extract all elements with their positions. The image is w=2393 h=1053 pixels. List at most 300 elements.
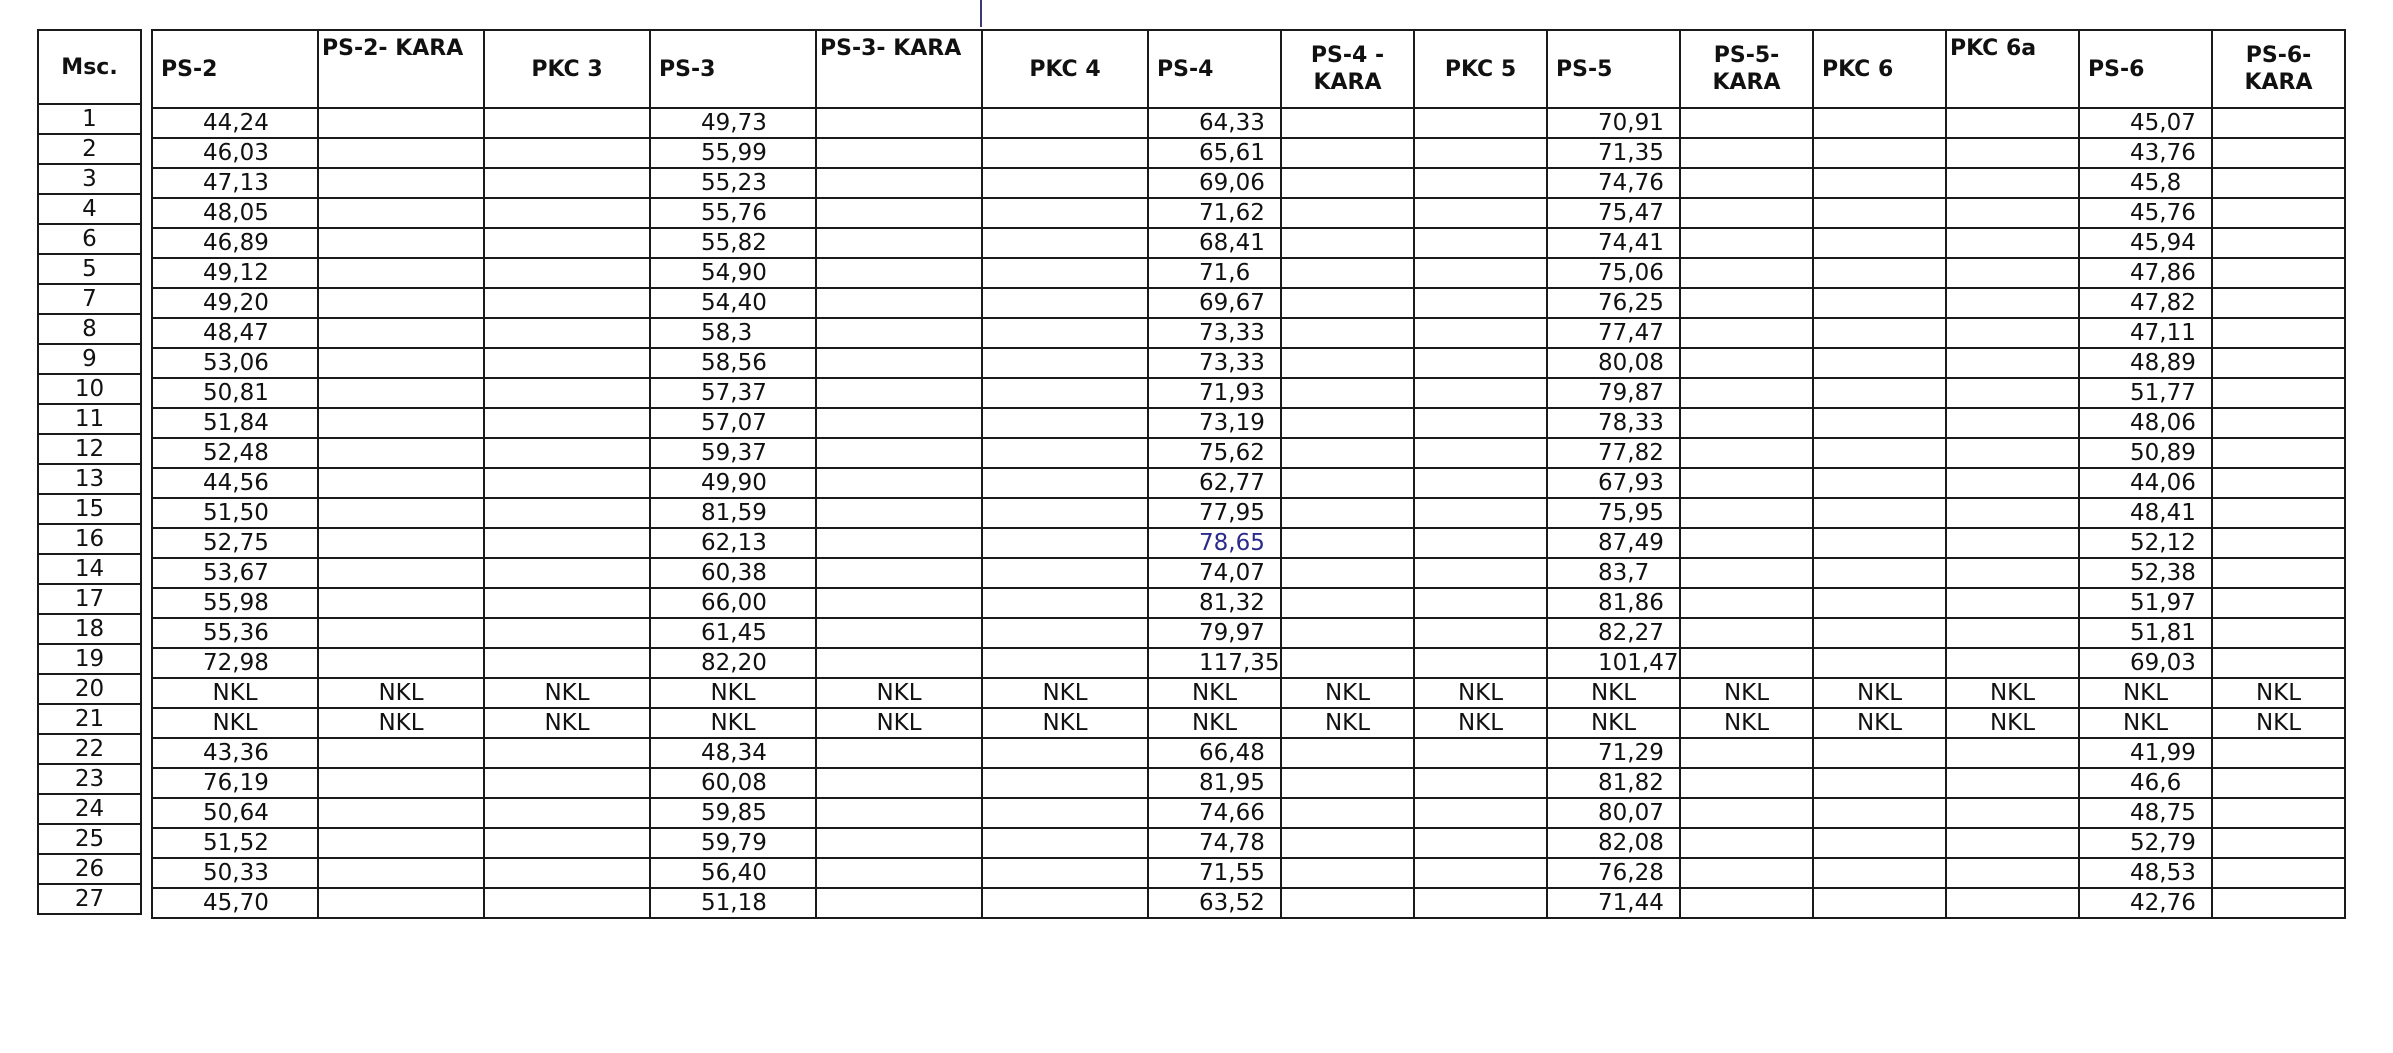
table-cell [816,768,982,798]
table-cell [484,648,650,678]
table-cell [1281,498,1414,528]
msc-row [38,854,141,884]
table-cell [816,288,982,318]
table-cell [318,828,484,858]
msc-row [38,344,141,374]
table-cell: 55,76 [650,198,816,228]
table-row [152,468,2345,498]
table-cell [816,828,982,858]
table-cell: 67,93 [1547,468,1680,498]
column-header-line: PKC 5 [1444,56,1517,82]
table-cell: 48,53 [2079,858,2212,888]
table-cell [1281,798,1414,828]
table-cell [484,318,650,348]
table-cell [816,648,982,678]
table-cell [816,108,982,138]
table-cell [2212,888,2345,918]
table-cell [1813,588,1946,618]
table-cell [1281,468,1414,498]
table-row [152,198,2345,228]
table-cell: 48,47 [152,318,318,348]
table-cell: NKL [982,708,1148,738]
table-cell [1680,378,1813,408]
table-cell: 69,06 [1148,168,1281,198]
table-cell: 49,73 [650,108,816,138]
table-cell [318,648,484,678]
table-cell: 75,47 [1547,198,1680,228]
table-cell: 62,77 [1148,468,1281,498]
table-cell [484,258,650,288]
column-header [1148,30,1281,108]
msc-row [38,524,141,554]
table-cell [1946,768,2079,798]
msc-cell: 17 [38,584,141,614]
table-cell [816,558,982,588]
column-header-line: KARA [1313,70,1382,95]
msc-cell: 16 [38,524,141,554]
table-cell: 52,12 [2079,528,2212,558]
table-cell: 72,98 [152,648,318,678]
table-cell [1813,738,1946,768]
table-cell [1946,318,2079,348]
table-cell [484,468,650,498]
table-cell: 59,85 [650,798,816,828]
table-cell [982,288,1148,318]
table-cell: NKL [1281,708,1414,738]
table-cell: 52,48 [152,438,318,468]
table-cell [816,858,982,888]
msc-row [38,884,141,914]
table-cell: 71,55 [1148,858,1281,888]
table-cell: 81,59 [650,498,816,528]
table-cell [318,378,484,408]
table-cell [982,198,1148,228]
column-header-line: PS-5- [1713,43,1780,68]
table-cell [318,498,484,528]
table-cell [1281,648,1414,678]
table-cell [2212,258,2345,288]
table-cell [1813,408,1946,438]
table-cell: 55,23 [650,168,816,198]
table-row [152,318,2345,348]
table-cell [1281,138,1414,168]
table-cell [1680,408,1813,438]
table-cell: 59,79 [650,828,816,858]
column-header-line: PKC 6a [1950,36,2037,61]
table-cell [1281,588,1414,618]
table-cell: 77,47 [1547,318,1680,348]
table-cell [1680,528,1813,558]
column-header [650,30,816,108]
table-row [152,828,2345,858]
table-cell [816,318,982,348]
table-cell [2212,558,2345,588]
table-row [152,708,2345,738]
table-cell [1414,498,1547,528]
table-cell: 81,82 [1547,768,1680,798]
table-cell: 50,81 [152,378,318,408]
table-cell: 52,38 [2079,558,2212,588]
msc-cell: 18 [38,614,141,644]
table-cell [1946,468,2079,498]
table-cell [484,768,650,798]
table-cell: 71,93 [1148,378,1281,408]
table-cell: 58,3 [650,318,816,348]
table-cell: 77,95 [1148,498,1281,528]
msc-row [38,464,141,494]
table-cell [1281,168,1414,198]
table-cell [1281,318,1414,348]
table-cell: 55,82 [650,228,816,258]
msc-row [38,764,141,794]
table-cell [2212,198,2345,228]
table-cell [1813,858,1946,888]
table-cell [1680,198,1813,228]
table-cell [1680,318,1813,348]
table-cell [318,408,484,438]
table-cell [318,108,484,138]
table-cell [2212,228,2345,258]
table-cell [1946,108,2079,138]
table-cell: 50,89 [2079,438,2212,468]
msc-row [38,734,141,764]
column-header [1547,30,1680,108]
table-cell [1680,618,1813,648]
table-cell [1680,738,1813,768]
table-cell: 53,06 [152,348,318,378]
table-cell [2212,798,2345,828]
table-cell [1813,888,1946,918]
table-cell: 117,35 [1148,648,1281,678]
column-header [318,30,484,108]
table-row [152,588,2345,618]
column-header-line: PS-3 [659,56,716,82]
msc-row [38,434,141,464]
table-cell: 64,33 [1148,108,1281,138]
table-cell: NKL [1148,708,1281,738]
table-cell [484,288,650,318]
table-cell [1414,378,1547,408]
table-cell [1813,228,1946,258]
table-cell [816,528,982,558]
table-cell [1414,858,1547,888]
table-cell [1813,138,1946,168]
table-cell [1813,828,1946,858]
table-cell: NKL [650,708,816,738]
table-cell [484,348,650,378]
table-cell: 45,70 [152,888,318,918]
table-cell [1414,258,1547,288]
table-cell [2212,588,2345,618]
table-cell [982,648,1148,678]
table-cell [318,258,484,288]
table-cell [1813,528,1946,558]
table-cell [484,198,650,228]
table-cell: 48,34 [650,738,816,768]
table-row [152,768,2345,798]
table-cell [484,138,650,168]
table-cell: 50,64 [152,798,318,828]
table-cell [1281,768,1414,798]
table-cell: NKL [2212,678,2345,708]
table-row [152,498,2345,528]
table-cell: 82,27 [1547,618,1680,648]
table-cell: 41,99 [2079,738,2212,768]
table-cell [1414,528,1547,558]
msc-row [38,254,141,284]
table-cell [318,438,484,468]
msc-row [38,404,141,434]
table-cell: 71,62 [1148,198,1281,228]
msc-cell: 20 [38,674,141,704]
column-header-line: PS-6 [2088,56,2145,82]
table-cell: 80,08 [1547,348,1680,378]
table-cell [318,468,484,498]
table-cell [982,408,1148,438]
table-cell [1813,438,1946,468]
table-cell [982,558,1148,588]
table-cell: 53,67 [152,558,318,588]
table-cell: 48,06 [2079,408,2212,438]
table-cell [816,348,982,378]
table-cell: 48,89 [2079,348,2212,378]
table-cell: 51,81 [2079,618,2212,648]
msc-row [38,584,141,614]
table-cell [2212,408,2345,438]
table-cell [1813,288,1946,318]
table-cell [1281,288,1414,318]
table-cell [1281,828,1414,858]
table-cell: 77,82 [1547,438,1680,468]
table-cell [982,168,1148,198]
table-cell [1946,558,2079,588]
table-cell [2212,498,2345,528]
table-cell [982,348,1148,378]
table-cell: 54,40 [650,288,816,318]
table-cell: 76,19 [152,768,318,798]
table-cell [1946,168,2079,198]
table-cell [1946,528,2079,558]
table-cell [318,738,484,768]
table-cell [2212,318,2345,348]
table-cell: 82,08 [1547,828,1680,858]
table-cell [1281,198,1414,228]
table-cell [1813,618,1946,648]
table-cell: NKL [484,708,650,738]
table-cell: 78,65 [1148,528,1281,558]
table-cell [484,888,650,918]
table-cell: 68,41 [1148,228,1281,258]
table-cell [1946,378,2079,408]
table-row [152,378,2345,408]
msc-column-table [37,29,142,915]
column-header-line: PS-5 [1556,56,1613,82]
table-cell [1680,498,1813,528]
table-cell: NKL [816,708,982,738]
table-cell: 46,6 [2079,768,2212,798]
table-cell [816,378,982,408]
table-cell [1813,318,1946,348]
table-cell [1680,858,1813,888]
table-cell [1281,558,1414,588]
table-cell [318,558,484,588]
table-cell [1946,438,2079,468]
table-cell: 60,08 [650,768,816,798]
table-cell [484,108,650,138]
table-cell: 52,79 [2079,828,2212,858]
table-cell [1680,258,1813,288]
msc-row [38,104,141,134]
table-cell [484,738,650,768]
table-cell [1680,108,1813,138]
msc-row [38,494,141,524]
table-cell: 71,35 [1547,138,1680,168]
table-cell [2212,468,2345,498]
table-cell [2212,738,2345,768]
column-header [816,30,982,108]
table-cell [1414,318,1547,348]
table-cell: 59,37 [650,438,816,468]
msc-cell: 14 [38,554,141,584]
msc-row [38,374,141,404]
table-cell: 63,52 [1148,888,1281,918]
table-cell: 73,19 [1148,408,1281,438]
msc-cell: 24 [38,794,141,824]
table-cell [1414,438,1547,468]
table-cell [318,528,484,558]
table-row [152,138,2345,168]
table-cell: 44,24 [152,108,318,138]
table-cell: NKL [1414,708,1547,738]
msc-row [38,224,141,254]
table-cell [1414,888,1547,918]
table-cell: NKL [1281,678,1414,708]
table-cell [1813,558,1946,588]
table-cell: NKL [152,708,318,738]
table-cell: 52,75 [152,528,318,558]
table-cell [318,198,484,228]
table-cell: 49,90 [650,468,816,498]
table-cell: 54,90 [650,258,816,288]
table-cell [1813,198,1946,228]
table-cell: 65,61 [1148,138,1281,168]
table-cell [318,228,484,258]
table-cell [1813,468,1946,498]
table-cell [982,258,1148,288]
table-cell: NKL [484,678,650,708]
table-cell [1946,618,2079,648]
table-cell: 62,13 [650,528,816,558]
table-cell: 74,41 [1547,228,1680,258]
table-row [152,168,2345,198]
table-row [152,108,2345,138]
table-cell [1414,618,1547,648]
table-cell [484,618,650,648]
table-cell [2212,378,2345,408]
table-cell [1946,888,2079,918]
table-row [152,858,2345,888]
table-cell: 74,66 [1148,798,1281,828]
table-cell [982,498,1148,528]
table-cell: 43,36 [152,738,318,768]
table-cell [1281,738,1414,768]
table-cell [484,858,650,888]
table-cell [982,588,1148,618]
table-cell [318,618,484,648]
table-cell [484,798,650,828]
msc-cell: 6 [38,224,141,254]
table-cell: 61,45 [650,618,816,648]
table-cell [1414,648,1547,678]
table-cell [1946,828,2079,858]
table-cell [982,378,1148,408]
table-cell: 43,76 [2079,138,2212,168]
table-cell [318,798,484,828]
table-cell [1813,798,1946,828]
table-cell [1946,858,2079,888]
msc-cell: 27 [38,884,141,914]
column-header [484,30,650,108]
table-cell [1813,348,1946,378]
msc-cell: 3 [38,164,141,194]
msc-row [38,704,141,734]
column-header [2212,30,2345,108]
table-cell: 45,07 [2079,108,2212,138]
msc-row [38,314,141,344]
table-cell [1680,168,1813,198]
table-cell [2212,618,2345,648]
table-cell: 71,29 [1547,738,1680,768]
table-cell: NKL [982,678,1148,708]
table-cell: 69,03 [2079,648,2212,678]
table-cell [1281,438,1414,468]
table-cell [1813,258,1946,288]
table-cell: 56,40 [650,858,816,888]
msc-body [38,104,141,914]
table-cell [816,738,982,768]
table-cell [1281,888,1414,918]
table-cell [318,288,484,318]
msc-cell: 25 [38,824,141,854]
table-cell [318,168,484,198]
table-cell: 57,37 [650,378,816,408]
table-cell: 75,95 [1547,498,1680,528]
table-row [152,348,2345,378]
table-cell [1813,108,1946,138]
table-cell [982,798,1148,828]
table-cell [982,768,1148,798]
table-cell: 46,03 [152,138,318,168]
table-cell [816,258,982,288]
table-row [152,258,2345,288]
table-cell [1281,228,1414,258]
table-cell: 45,76 [2079,198,2212,228]
table-cell: 79,97 [1148,618,1281,648]
table-cell [982,228,1148,258]
table-cell [1414,408,1547,438]
table-cell: NKL [2079,708,2212,738]
table-cell: NKL [1813,678,1946,708]
table-cell: 51,84 [152,408,318,438]
table-cell: 47,82 [2079,288,2212,318]
column-header [982,30,1148,108]
table-cell: NKL [650,678,816,708]
table-cell: 83,7 [1547,558,1680,588]
msc-row [38,134,141,164]
table-row [152,738,2345,768]
table-cell: 48,41 [2079,498,2212,528]
table-cell [816,198,982,228]
